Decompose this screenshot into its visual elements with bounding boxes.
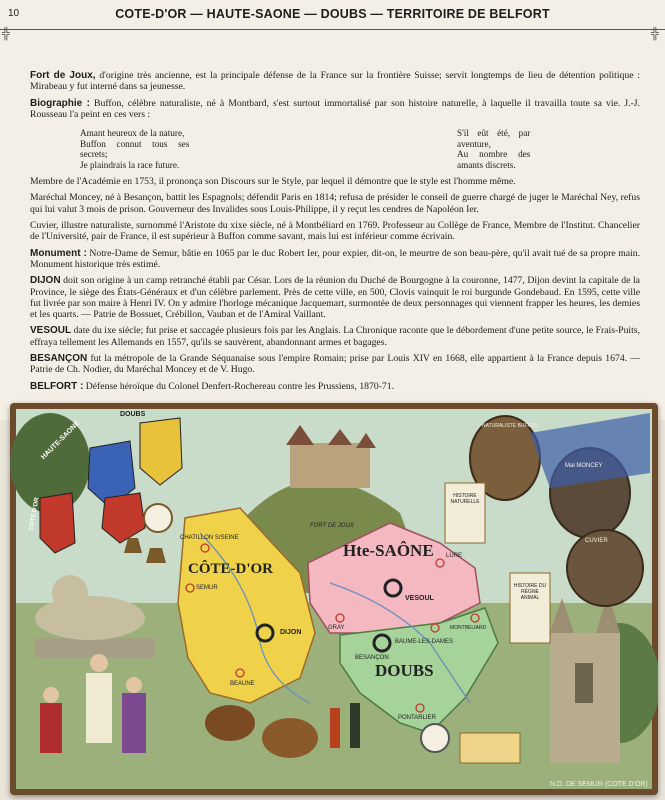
banner-haute-saone: HAUTE-SAONE (40, 419, 82, 462)
paragraph: Membre de l'Académie en 1753, il prononça son Discours sur le Style, par lequel il démontre que le style est l'homme même. (30, 176, 516, 188)
region-label-doubs: DOUBS (375, 661, 434, 680)
running-title: COTE-D'OR — HAUTE-SAONE — DOUBS — TERRITOIRE DE BELFORT (115, 7, 550, 21)
footer-caption: N.D. DE SEMUR (COTE D'OR) (550, 781, 648, 788)
portrait-label-moncey: Mal MONCEY (565, 463, 603, 469)
article-text (30, 70, 640, 397)
paragraph: Biographie : Buffon, célèbre naturaliste, né à Montbard, s'est surtout immortalisé par son histoire naturelle, à laquelle il travailla toute sa vie. J.-J. Rousseau l'a peint en ces vers : (30, 97, 640, 120)
region-label-haute-saone: Hte-SAÔNE (343, 541, 434, 560)
paragraph: VESOUL date du ixe siècle; fut prise et saccagée plusieurs fois par les Anglais. La Chronique raconte que le débordement d'une petite source, le Frais-Puits, effraya tellement les Allemands en 1557, qu'ils se sauvèrent, abandonnant armes et bagages. (30, 325, 640, 348)
paragraph: BELFORT : Défense héroïque du Colonel Denfert-Rochereau contre les Prussiens, 1870-71. (30, 380, 395, 392)
banner-doubs: DOUBS (120, 411, 146, 418)
banner-cote-dor: COTE D'OR (28, 497, 41, 531)
town-label: SEMUR (196, 585, 218, 591)
page-header (0, 0, 665, 30)
town-label: BAUME-LES-DAMES (395, 639, 454, 645)
map-illustration (10, 403, 658, 795)
town-label: VESOUL (405, 595, 434, 602)
paragraph: Maréchal Moncey, né à Besançon, battit les Espagnols; défendit Paris en 1814; refusa de présider le conseil de guerre chargé de juger le Maréchal Ney, refus qui lui valut 3 mois de prison. Gouverneur des Invalides sous Louis-Philippe, il y reçut les cendres de Napoléon Ier. (30, 192, 640, 215)
clock-icon (144, 504, 172, 532)
portrait-label-cuvier: CUVIER (585, 538, 608, 544)
paragraph: BESANÇON fut la métropole de la Grande Séquanaise sous l'empire Romain; prise par Louis XIV en 1668, elle appartient à la France depuis 1674. — Patrie de Ch. Nodier, du Maréchal Moncey et de V. Hugo. (30, 353, 640, 376)
town-label: BESANÇON (355, 655, 389, 661)
corner-ornament-left: ╬ (2, 28, 10, 40)
page-number: 10 (8, 8, 20, 19)
town-label: BEAUNE (230, 681, 255, 687)
fort-de-joux-label: FORT DE JOUX (310, 523, 354, 529)
town-label: MONTBELIARD (450, 625, 487, 631)
town-label: CHATILLON S/SEINE (180, 535, 239, 541)
poem-left: Amant heureux de la nature, Buffon connut tous ses secrets; Je plaindrais la race future. (80, 128, 190, 170)
corner-ornament-right: ╬ (651, 28, 659, 40)
scroll-text-regne-animal: HISTOIRE DU RÈGNE ANIMAL (513, 583, 547, 601)
portrait-label-buffon: NATURALISTE BUFFON (481, 423, 539, 429)
paragraph: Cuvier, illustre naturaliste, surnommé l'Aristote du xixe siècle, né à Montbéliard en 1769. Professeur au Collège de France, Membre de l'Institut. Chancelier de l'Université, pair de France, il est supérieur à Buffon comme savant, mais lui est inférieur comme écrivain. (30, 220, 640, 243)
scroll-text-histoire-naturelle: HISTOIRE NATURELLE (450, 493, 480, 505)
poem-right: S'il eût été, par aventure, Au nombre des amants discrets. (457, 128, 531, 170)
town-label: DIJON (280, 629, 302, 636)
paragraph: Fort de Joux, d'origine très ancienne, est la principale défense de la France sur la frontière Suisse; servit longtemps de lieu de détention politique : Mirabeau y fut interné dans sa jeunesse. (30, 70, 640, 93)
town-label: PONTARLIER (398, 715, 436, 721)
poem-quote (30, 125, 640, 176)
scroll-histoire-naturelle (445, 483, 485, 543)
region-label-cote-dor: CÔTE-D'OR (188, 561, 274, 577)
paragraph: DIJON doit son origine à un camp retranché établi par César. Lors de la réunion du Duché de Bourgogne à la couronne, 1477, Dijon devint la capitale de la Province, le siège des États-Généraux et d'un célèbre parlement. Près de cette ville, en 500, Clovis vainquit le roi burgunde Gondebaud. En 1595, cette ville fut livrée par son maire à Henri IV. On y admire l'horloge mécanique Jacquemart, surmontée de deux personnages qui viennent frapper les heures, les demies et les quarts. — Patrie de Bossuet, Crébillon, Vauban et de l'Amiral Vaillant. (30, 275, 640, 321)
town-label: GRAY (328, 625, 345, 631)
paragraph: Monument : Notre-Dame de Semur, bâtie en 1065 par le duc Robert Ier, pour expier, dit-on, le meurtre de son beau-père, qu'il avait tué de sa propre main. Monument historique très estimé. (30, 247, 641, 270)
illustrated-map-card (10, 403, 658, 795)
town-label: LURE (446, 553, 463, 559)
